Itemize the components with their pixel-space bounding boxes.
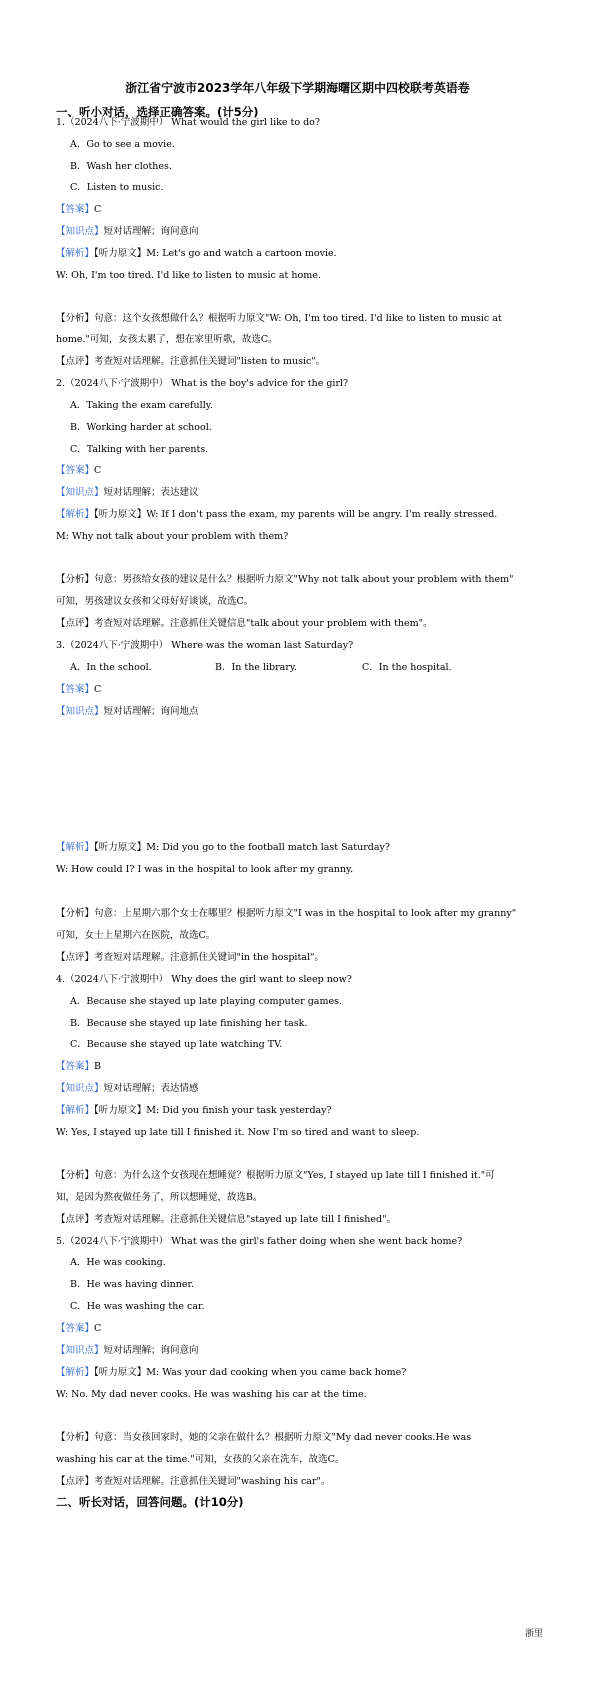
fenxi-line-2: 可知，女士上星期六在医院，故选C。 [56, 930, 216, 941]
knowledge-tag: 【知识点】 [56, 226, 104, 237]
question-stem: 2.（2024八下·宁波期中） What is the boy's advice for the girl? [56, 378, 349, 389]
answer-tag: 【答案】 [56, 204, 95, 215]
answer-value: C [94, 204, 102, 215]
knowledge-tag: 【知识点】 [56, 487, 104, 498]
page-footer: 浙里 [524, 1629, 543, 1639]
fenxi-line-1: 【分析】句意：上星期六那个女士在哪里？根据听力原文"I was in the hospital to look after my granny" [56, 908, 517, 919]
fenxi-line-2: washing his car at the time."可知，女孩的父亲在洗车，故选C。 [56, 1454, 345, 1465]
fenxi-line-2: 知，是因为熬夜做任务了，所以想睡觉，故选B。 [56, 1192, 263, 1203]
answer-line [56, 1322, 101, 1336]
option-b: B．Working harder at school. [70, 422, 212, 433]
knowledge-text: 短对话理解；询问意向 [103, 1345, 199, 1356]
transcript-line: W: Yes, I stayed up late till I finished it. Now I'm so tired and want to sleep. [56, 1127, 420, 1138]
knowledge-tag: 【知识点】 [56, 1083, 104, 1094]
answer-value: B [94, 1061, 101, 1072]
transcript-line: W: Oh, I'm too tired. I'd like to listen to music at home. [56, 270, 321, 281]
page-title: 浙江省宁波市2023学年八年级下学期海曙区期中四校联考英语卷 [125, 81, 470, 95]
fenxi-line-1: 【分析】句意：男孩给女孩的建议是什么？根据听力原文"Why not talk about your problem with them" [56, 574, 514, 585]
knowledge-line [56, 705, 199, 719]
option-c: C．In the hospital. [362, 662, 452, 673]
option-a: A．Taking the exam carefully. [70, 400, 213, 411]
fenxi-line-1: 【分析】句意：当女孩回家时，她的父亲在做什么？根据听力原文"My dad never cooks.He was [56, 1432, 472, 1443]
transcript-line: W: No. My dad never cooks. He was washing his car at the time. [56, 1389, 367, 1400]
transcript-line: W: How could I? I was in the hospital to look after my granny. [56, 864, 354, 875]
fenxi-line-2: home."可知，女孩太累了，想在家里听歌，故选C。 [56, 334, 278, 345]
answer-tag: 【答案】 [56, 465, 95, 476]
knowledge-tag: 【知识点】 [56, 706, 104, 717]
option-b: B．He was having dinner. [70, 1279, 195, 1290]
dianping-line: 【点评】考查短对话理解。注意抓住关键词"washing his car"。 [56, 1476, 331, 1487]
option-b: B．In the library. [215, 662, 297, 673]
section-heading-2: 二、听长对话，回答问题。(计10分) [56, 1495, 244, 1509]
knowledge-text: 短对话理解；询问意向 [103, 226, 199, 237]
knowledge-line [56, 1344, 199, 1358]
answer-line [56, 683, 101, 697]
option-c: C．He was washing the car. [70, 1301, 205, 1312]
analysis-line [56, 247, 337, 261]
analysis-line [56, 1104, 332, 1118]
option-c: C．Talking with her parents. [70, 444, 209, 455]
option-a: A．He was cooking. [70, 1257, 166, 1268]
option-b: B．Because she stayed up late finishing her task. [70, 1018, 308, 1029]
option-a: A．Because she stayed up late playing computer games. [70, 996, 342, 1007]
knowledge-text: 短对话理解；表达情感 [103, 1083, 199, 1094]
analysis-text: 【听力原文】M: Was your dad cooking when you came back home? [94, 1367, 407, 1378]
analysis-tag: 【解析】 [56, 248, 95, 259]
answer-line [56, 464, 101, 478]
fenxi-line-1: 【分析】句意：为什么这个女孩现在想睡觉？根据听力原文"Yes, I stayed up late till I finished it."可 [56, 1170, 495, 1181]
dianping-line: 【点评】考查短对话理解。注意抓住关键信息"stayed up late till I finished"。 [56, 1214, 396, 1225]
fenxi-line-2: 可知，男孩建议女孩和父母好好谈谈，故选C。 [56, 596, 254, 607]
analysis-tag: 【解析】 [56, 1105, 95, 1116]
knowledge-line [56, 225, 199, 239]
dianping-line: 【点评】考查短对话理解。注意抓住关键信息"talk about your problem with them"。 [56, 618, 433, 629]
question-stem: 4.（2024八下·宁波期中） Why does the girl want to sleep now? [56, 974, 352, 985]
question-stem: 5.（2024八下·宁波期中） What was the girl's father doing when she went back home? [56, 1236, 463, 1247]
answer-value: C [94, 1323, 102, 1334]
section-heading-1: 一、听小对话，选择正确答案。(计5分) [56, 105, 259, 119]
analysis-text: 【听力原文】M: Did you finish your task yesterday? [94, 1105, 332, 1116]
question-stem: 3.（2024八下·宁波期中） Where was the woman last Saturday? [56, 640, 354, 651]
transcript-line: M: Why not talk about your problem with them? [56, 531, 289, 542]
answer-tag: 【答案】 [56, 684, 95, 695]
option-c: C．Because she stayed up late watching TV. [70, 1039, 283, 1050]
analysis-text: 【听力原文】W: If I don't pass the exam, my parents will be angry. I'm really stressed. [94, 509, 498, 520]
answer-value: C [94, 465, 102, 476]
analysis-tag: 【解析】 [56, 1367, 95, 1378]
analysis-text: 【听力原文】M: Let's go and watch a cartoon movie. [94, 248, 337, 259]
analysis-line [56, 508, 497, 522]
answer-line [56, 1060, 101, 1074]
answer-tag: 【答案】 [56, 1061, 95, 1072]
dianping-line: 【点评】考查短对话理解。注意抓住关键词"listen to music"。 [56, 356, 326, 367]
option-b: B．Wash her clothes. [70, 161, 172, 172]
knowledge-line [56, 1082, 199, 1096]
question-stem: 1.（2024八下·宁波期中） What would the girl like to do? [56, 117, 320, 128]
answer-tag: 【答案】 [56, 1323, 95, 1334]
analysis-tag: 【解析】 [56, 509, 95, 520]
option-a: A．Go to see a movie. [70, 139, 175, 150]
fenxi-line-1: 【分析】句意：这个女孩想做什么？根据听力原文"W: Oh, I'm too tired. I'd like to listen to music at [56, 313, 502, 324]
option-a: A．In the school. [70, 662, 152, 673]
analysis-line [56, 1366, 406, 1380]
analysis-line [56, 841, 390, 855]
knowledge-text: 短对话理解；询问地点 [103, 706, 199, 717]
knowledge-tag: 【知识点】 [56, 1345, 104, 1356]
knowledge-text: 短对话理解；表达建议 [103, 487, 199, 498]
knowledge-line [56, 486, 199, 500]
dianping-line: 【点评】考查短对话理解。注意抓住关键词"in the hospital"。 [56, 952, 324, 963]
analysis-text: 【听力原文】M: Did you go to the football match last Saturday? [94, 842, 390, 853]
analysis-tag: 【解析】 [56, 842, 95, 853]
answer-value: C [94, 684, 102, 695]
answer-line [56, 203, 101, 217]
option-c: C．Listen to music. [70, 182, 164, 193]
